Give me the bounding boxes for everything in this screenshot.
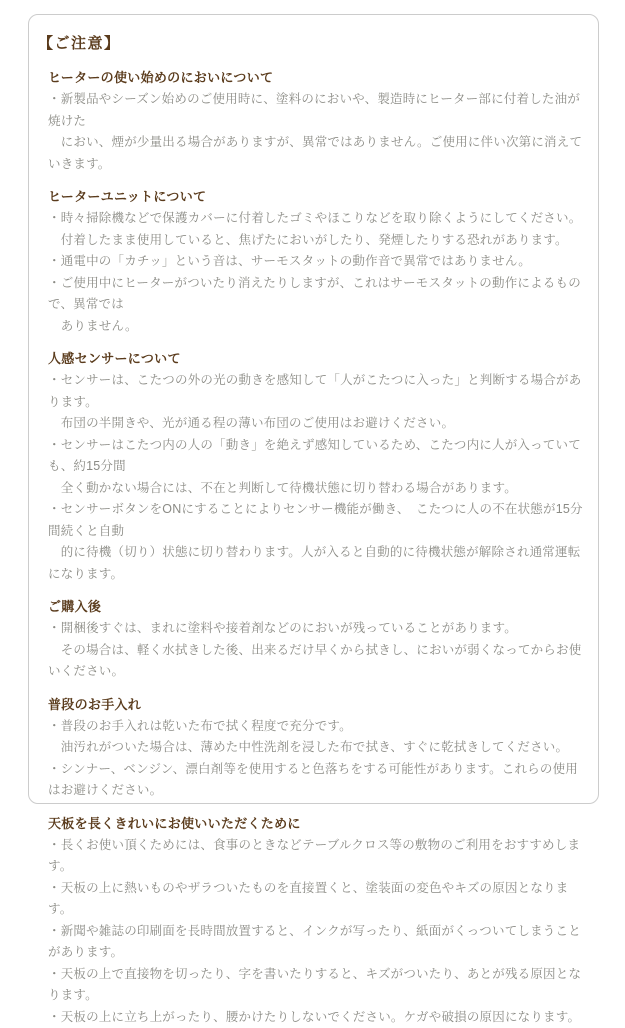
notice-section bbox=[48, 596, 590, 683]
notice-line: 油汚れがついた場合は、薄めた中性洗剤を浸した布で拭き、すぐに乾拭きしてください。 bbox=[48, 737, 590, 759]
section-heading: ヒーターの使い始めのにおいについて bbox=[48, 67, 590, 88]
section-heading: ご購入後 bbox=[48, 596, 590, 617]
notice-line: ・開梱後すぐは、まれに塗料や接着剤などのにおいが残っていることがあります。 bbox=[48, 618, 590, 640]
notice-box bbox=[28, 14, 599, 804]
section-heading: ヒーターユニットについて bbox=[48, 186, 590, 207]
notice-section bbox=[48, 694, 590, 802]
section-heading: 普段のお手入れ bbox=[48, 694, 590, 715]
notice-line: ・新製品やシーズン始めのご使用時に、塗料のにおいや、製造時にヒーター部に付着した油が焼けた bbox=[48, 89, 590, 132]
notice-line: ・シンナー、ベンジン、漂白剤等を使用すると色落ちをする可能性があります。これらの使用はお避けください。 bbox=[48, 759, 590, 802]
notice-sections bbox=[48, 67, 590, 1028]
notice-line: ・センサーは、こたつの外の光の動きを感知して「人がこたつに入った」と判断する場合があります。 bbox=[48, 370, 590, 413]
notice-line: 布団の半開きや、光が通る程の薄い布団のご使用はお避けください。 bbox=[48, 413, 590, 435]
section-heading: 人感センサーについて bbox=[48, 348, 590, 369]
notice-line: ・天板の上に立ち上がったり、腰かけたりしないでください。ケガや破損の原因になります。 bbox=[48, 1007, 590, 1028]
notice-line: その場合は、軽く水拭きした後、出来るだけ早くから拭きし、においが弱くなってからお使いください。 bbox=[48, 640, 590, 683]
notice-line: ・時々掃除機などで保護カバーに付着したゴミやほこりなどを取り除くようにしてください。 bbox=[48, 208, 590, 230]
notice-section bbox=[48, 348, 590, 585]
notice-line: ありません。 bbox=[48, 316, 590, 338]
notice-section bbox=[48, 186, 590, 337]
notice-line: ・センサーはこたつ内の人の「動き」を絶えず感知しているため、こたつ内に人が入っていても、約15分間 bbox=[48, 435, 590, 478]
notice-line: におい、煙が少量出る場合がありますが、異常ではありません。ご使用に伴い次第に消えていきます。 bbox=[48, 132, 590, 175]
notice-line: ・通電中の「カチッ」という音は、サーモスタットの動作音で異常ではありません。 bbox=[48, 251, 590, 273]
notice-line: ・天板の上に熱いものやザラついたものを直接置くと、塗装面の変色やキズの原因となります。 bbox=[48, 878, 590, 921]
notice-section bbox=[48, 813, 590, 1028]
notice-line: ・ご使用中にヒーターがついたり消えたりしますが、これはサーモスタットの動作によるもので、異常では bbox=[48, 273, 590, 316]
notice-line: 的に待機（切り）状態に切り替わります。人が入ると自動的に待機状態が解除され通常運転になります。 bbox=[48, 542, 590, 585]
notice-line: ・天板の上で直接物を切ったり、字を書いたりすると、キズがついたり、あとが残る原因となります。 bbox=[48, 964, 590, 1007]
notice-line: ・普段のお手入れは乾いた布で拭く程度で充分です。 bbox=[48, 716, 590, 738]
section-heading: 天板を長くきれいにお使いいただくために bbox=[48, 813, 590, 834]
notice-line: ・新聞や雑誌の印刷面を長時間放置すると、インクが写ったり、紙面がくっついてしまうことがあります。 bbox=[48, 921, 590, 964]
notice-line: 全く動かない場合には、不在と判断して待機状態に切り替わる場合があります。 bbox=[48, 478, 590, 500]
notice-title: 【ご注意】 bbox=[38, 32, 590, 56]
notice-line: ・長くお使い頂くためには、食事のときなどテーブルクロス等の敷物のご利用をおすすめします。 bbox=[48, 835, 590, 878]
notice-section bbox=[48, 67, 590, 175]
notice-line: ・センサーボタンをONにすることによりセンサー機能が働き、 こたつに人の不在状態が15分間続くと自動 bbox=[48, 499, 590, 542]
notice-line: 付着したまま使用していると、焦げたにおいがしたり、発煙したりする恐れがあります。 bbox=[48, 230, 590, 252]
